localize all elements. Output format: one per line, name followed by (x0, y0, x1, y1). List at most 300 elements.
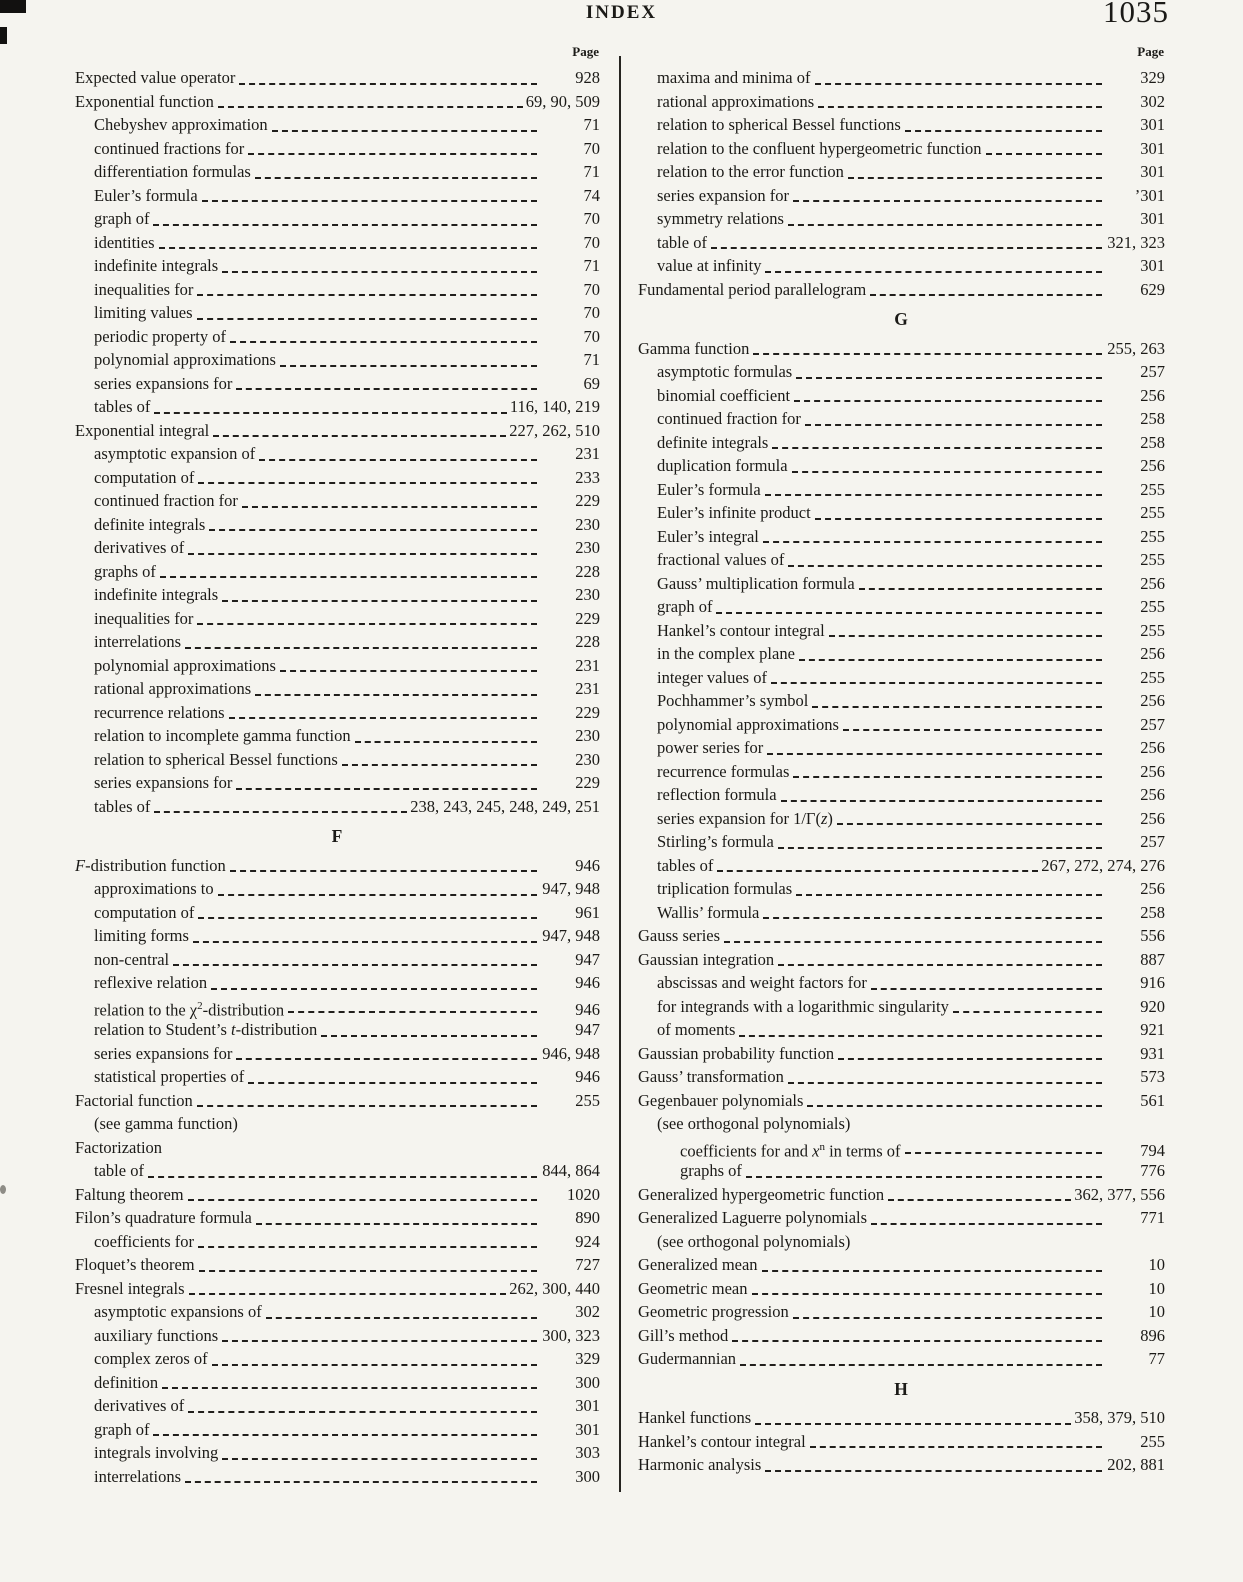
entry-pages: 920 (1140, 996, 1165, 1016)
index-entry (638, 713, 1165, 737)
dot-leader (870, 294, 1102, 296)
entry-pages: 258 (1140, 409, 1165, 428)
dot-leader (778, 847, 1102, 849)
entry-pages: 74 (583, 185, 600, 205)
entry-label: derivatives of (94, 538, 185, 557)
entry-pages: 77 (1148, 1349, 1165, 1368)
index-entry (638, 783, 1165, 807)
entry-label: recurrence relations (94, 702, 225, 722)
entry-pages: 256 (1140, 761, 1165, 781)
entry-pages: 262, 300, 440 (509, 1278, 600, 1298)
entry-label: Gauss’ transformation (638, 1067, 784, 1086)
index-entry (638, 1018, 1165, 1042)
entry-label: abscissas and weight factors for (657, 973, 867, 992)
index-entry (638, 1042, 1165, 1066)
index-entry (75, 1253, 600, 1277)
entry-label: Factorization (75, 1137, 163, 1157)
dot-leader (198, 917, 537, 919)
dot-leader (805, 424, 1102, 426)
index-entry (75, 1042, 600, 1066)
index-entry (638, 1230, 1165, 1254)
dot-leader (810, 1446, 1102, 1448)
entry-pages: 255 (575, 1090, 600, 1110)
index-entry (75, 771, 600, 795)
index-entry (638, 1136, 1165, 1160)
entry-label: interrelations (94, 632, 182, 651)
entry-label: Fundamental period parallelogram (638, 279, 867, 299)
entry-pages: 301 (1140, 138, 1165, 158)
entry-pages: 771 (1140, 1208, 1165, 1227)
entry-pages: 255 (1140, 526, 1165, 546)
entry-pages: 256 (1140, 456, 1165, 475)
dot-leader (838, 1058, 1102, 1060)
entry-pages: ’301 (1134, 185, 1165, 205)
entry-pages: 231 (575, 679, 600, 698)
index-entry (638, 689, 1165, 713)
index-entry (75, 560, 600, 584)
dot-leader (209, 529, 537, 531)
entry-pages: 231 (575, 655, 600, 675)
index-entry (75, 677, 600, 701)
index-entry (75, 877, 600, 901)
dot-leader (189, 1293, 507, 1295)
entry-pages: 255 (1140, 620, 1165, 640)
index-entry (638, 184, 1165, 208)
entry-pages: 10 (1148, 1255, 1165, 1274)
entry-label: of moments (657, 1020, 736, 1039)
index-entry (638, 337, 1165, 361)
entry-pages: 70 (583, 232, 600, 252)
index-entry (638, 454, 1165, 478)
entry-label: Euler’s formula (94, 185, 198, 205)
entry-pages: 931 (1140, 1043, 1165, 1063)
index-entry (638, 901, 1165, 925)
entry-label: non-central (94, 949, 170, 969)
entry-pages: 1020 (567, 1184, 600, 1204)
index-entry (638, 548, 1165, 572)
entry-label: tables of (94, 796, 151, 816)
index-entry (638, 254, 1165, 278)
dot-leader (154, 412, 507, 414)
dot-leader (765, 1470, 1102, 1472)
dot-leader (242, 506, 537, 508)
dot-leader (153, 224, 537, 226)
entry-pages: 229 (575, 773, 600, 792)
entry-label: asymptotic expansions of (94, 1302, 262, 1321)
entry-pages: 230 (575, 538, 600, 557)
entry-label: power series for (657, 738, 764, 757)
entry-label: approximations to (94, 879, 214, 898)
entry-label: series expansion for 1/Γ(z) (657, 808, 833, 828)
index-entry (75, 901, 600, 925)
index-entry (638, 1347, 1165, 1371)
entry-label: Euler’s infinite product (657, 503, 811, 522)
dot-leader (763, 917, 1102, 919)
entry-pages: 255 (1140, 1431, 1165, 1451)
dot-leader (199, 1270, 537, 1272)
dot-leader (239, 83, 537, 85)
dot-leader (793, 200, 1102, 202)
index-entry (75, 1394, 600, 1418)
index-entry (75, 1300, 600, 1324)
dot-leader (255, 177, 537, 179)
index-entry (75, 1183, 600, 1207)
entry-label: relation to the confluent hypergeometric function (657, 138, 982, 158)
index-entry (75, 513, 600, 537)
entry-label: Floquet’s theorem (75, 1255, 195, 1274)
entry-pages: 556 (1140, 926, 1165, 945)
dot-leader (160, 576, 537, 578)
entry-label: graph of (94, 209, 150, 228)
entry-label: triplication formulas (657, 879, 793, 898)
entry-label: Gamma function (638, 338, 750, 358)
entry-pages: 256 (1140, 808, 1165, 828)
left-column (75, 44, 600, 1488)
entry-label: series expansion for (657, 185, 789, 205)
entry-pages: 946 (575, 1000, 600, 1019)
index-entry (638, 1253, 1165, 1277)
section-letter: G (894, 309, 909, 329)
index-entry (638, 1453, 1165, 1477)
entry-label: Filon’s quadrature formula (75, 1208, 252, 1227)
entry-label: Hankel functions (638, 1408, 752, 1427)
entry-pages: 844, 864 (542, 1161, 600, 1180)
index-entry (638, 1206, 1165, 1230)
entry-pages: 256 (1140, 385, 1165, 405)
entry-label: Chebyshev approximation (94, 115, 268, 134)
dot-leader (197, 294, 537, 296)
dot-leader (222, 600, 537, 602)
entry-label: rational approximations (657, 91, 815, 111)
dot-leader (222, 271, 537, 273)
entry-pages: 69 (583, 373, 600, 393)
entry-label: relation to spherical Bessel functions (657, 115, 901, 134)
index-entry (638, 1430, 1165, 1454)
entry-label: Generalized mean (638, 1255, 758, 1274)
entry-label: Hankel’s contour integral (638, 1431, 806, 1451)
entry-pages: 961 (575, 902, 600, 922)
index-entry (75, 1018, 600, 1042)
dot-leader (248, 153, 537, 155)
entry-label: inequalities for (94, 608, 194, 628)
dot-leader (792, 471, 1102, 473)
index-entry (638, 360, 1165, 384)
entry-pages: 302 (575, 1302, 600, 1321)
entry-label: Gaussian probability function (638, 1043, 835, 1063)
index-entry (75, 254, 600, 278)
entry-pages: 69, 90, 509 (525, 91, 600, 111)
dot-leader (230, 870, 537, 872)
entry-label: limiting forms (94, 926, 189, 945)
index-entry (75, 1418, 600, 1442)
entry-pages: 362, 377, 556 (1074, 1184, 1165, 1204)
dot-leader (818, 106, 1102, 108)
index-entry (638, 231, 1165, 255)
entry-pages: 257 (1140, 832, 1165, 851)
dot-leader (771, 682, 1102, 684)
entry-label: coefficients for and $x^n$ in terms of (680, 1140, 901, 1160)
entry-pages: 301 (1140, 256, 1165, 275)
entry-label: complex zeros of (94, 1349, 208, 1368)
dot-leader (236, 1058, 537, 1060)
entry-label: series expansions for (94, 1043, 233, 1063)
entry-pages: 924 (575, 1231, 600, 1251)
dot-leader (986, 153, 1102, 155)
entry-label: Faltung theorem (75, 1184, 184, 1204)
entry-label: identities (94, 232, 155, 252)
index-entry (75, 419, 600, 443)
dot-leader (188, 1411, 537, 1413)
dot-leader (193, 941, 537, 943)
entry-pages: 301 (575, 1419, 600, 1439)
dot-leader (767, 753, 1102, 755)
entry-pages: 947 (575, 1020, 600, 1039)
index-entry (75, 1347, 600, 1371)
index-entry (638, 830, 1165, 854)
index-entry (638, 384, 1165, 408)
dot-leader (796, 894, 1102, 896)
dot-leader (213, 435, 506, 437)
dot-leader (236, 788, 537, 790)
entry-label: Gauss’ multiplication formula (657, 573, 855, 593)
dot-leader (280, 670, 537, 672)
index-entry (638, 1159, 1165, 1183)
dot-leader (732, 1340, 1102, 1342)
entry-pages: 256 (1140, 738, 1165, 757)
index-entry (638, 160, 1165, 184)
index-entry (75, 701, 600, 725)
dot-leader (153, 1434, 537, 1436)
index-entry (75, 995, 600, 1019)
dot-leader (799, 659, 1102, 661)
entry-label: integer values of (657, 667, 767, 687)
entry-pages: 71 (583, 256, 600, 275)
entry-pages: 70 (583, 138, 600, 158)
entry-label: Harmonic analysis (638, 1455, 762, 1474)
dot-leader (185, 1481, 537, 1483)
entry-label: relation to the error function (657, 162, 844, 181)
entry-label: graph of (657, 597, 713, 616)
index-entry (75, 1371, 600, 1395)
entry-pages: 561 (1140, 1090, 1165, 1110)
index-entry (75, 1112, 600, 1136)
entry-label: computation of (94, 467, 195, 487)
dot-leader (197, 318, 537, 320)
entry-label: definition (94, 1372, 159, 1392)
dot-leader (198, 1246, 537, 1248)
entry-label: polynomial approximations (94, 655, 276, 675)
dot-leader (740, 1364, 1102, 1366)
entry-pages: 629 (1140, 279, 1165, 299)
entry-label: Fresnel integrals (75, 1278, 185, 1298)
index-entry (75, 1230, 600, 1254)
entry-label: graphs of (94, 561, 156, 581)
dot-leader (793, 1317, 1102, 1319)
index-entry (638, 1183, 1165, 1207)
index-entry (75, 395, 600, 419)
index-entry (75, 348, 600, 372)
entry-pages: 255 (1140, 550, 1165, 569)
dot-leader (794, 400, 1102, 402)
entry-label: asymptotic formulas (657, 362, 793, 381)
index-entry (75, 442, 600, 466)
entry-label: Exponential integral (75, 420, 210, 440)
entry-pages: 116, 140, 219 (509, 397, 600, 416)
dot-leader (753, 353, 1102, 355)
entry-pages: 228 (575, 561, 600, 581)
entry-pages: 256 (1140, 573, 1165, 593)
index-entry (75, 1441, 600, 1465)
entry-label: Gaussian integration (638, 949, 775, 969)
index-entry (75, 748, 600, 772)
entry-label: integrals involving (94, 1443, 219, 1462)
index-entry (638, 66, 1165, 90)
entry-pages: 256 (1140, 691, 1165, 710)
index-entry (75, 607, 600, 631)
entry-label: coefficients for (94, 1231, 195, 1251)
index-entry (75, 466, 600, 490)
entry-pages: 301 (575, 1396, 600, 1415)
section-letter: H (894, 1378, 909, 1399)
entry-pages: 257 (1140, 714, 1165, 734)
dot-leader (765, 494, 1102, 496)
entry-pages: 329 (575, 1349, 600, 1368)
dot-leader (755, 1423, 1071, 1425)
entry-pages: 794 (1140, 1141, 1165, 1160)
entry-pages: 71 (583, 162, 600, 181)
dot-leader (197, 1105, 537, 1107)
entry-label: Pochhammer’s symbol (657, 691, 809, 710)
entry-pages: 70 (583, 326, 600, 346)
dot-leader (716, 612, 1102, 614)
dot-leader (765, 271, 1102, 273)
entry-label: graph of (94, 1419, 150, 1439)
dot-leader (788, 224, 1102, 226)
dot-leader (222, 1458, 537, 1460)
dot-leader (829, 635, 1102, 637)
index-entry (75, 372, 600, 396)
entry-label: continued fractions for (94, 138, 245, 158)
dot-leader (266, 1317, 537, 1319)
entry-label: Expected value operator (75, 68, 236, 87)
index-entry (638, 1300, 1165, 1324)
entry-label: computation of (94, 902, 195, 922)
entry-pages: 229 (575, 702, 600, 722)
index-entry (638, 760, 1165, 784)
index-entry (75, 1136, 600, 1160)
entry-label: Wallis’ formula (657, 902, 760, 922)
entry-pages: 301 (1140, 162, 1165, 181)
index-entry (638, 207, 1165, 231)
entry-pages: 267, 272, 274, 276 (1041, 855, 1165, 875)
entry-label: symmetry relations (657, 209, 784, 228)
index-entry (638, 478, 1165, 502)
dot-leader (211, 988, 537, 990)
dot-leader (953, 1011, 1102, 1013)
entry-pages: 230 (575, 514, 600, 534)
entry-label: limiting values (94, 303, 193, 322)
entry-pages: 255, 263 (1107, 338, 1165, 358)
dot-leader (198, 482, 537, 484)
dot-leader (256, 1223, 537, 1225)
entry-pages: 256 (1140, 644, 1165, 663)
entry-label: relation to incomplete gamma function (94, 726, 351, 745)
index-entry (638, 1112, 1165, 1136)
page-number: 1035 (1103, 0, 1169, 29)
dot-leader (788, 565, 1102, 567)
page-column-label: Page (572, 44, 599, 59)
entry-label: graphs of (680, 1161, 742, 1180)
index-entry (75, 1089, 600, 1113)
entry-label: Gudermannian (638, 1349, 737, 1368)
index-entry (75, 630, 600, 654)
index-entry (638, 642, 1165, 666)
dot-leader (793, 776, 1102, 778)
dot-leader (815, 518, 1102, 520)
dot-leader (248, 1082, 537, 1084)
entry-label: series expansions for (94, 373, 233, 393)
index-entry (638, 1324, 1165, 1348)
entry-pages: 946 (575, 973, 600, 992)
entry-label: definite integrals (94, 514, 206, 534)
entry-pages: 573 (1140, 1067, 1165, 1086)
entry-pages: 256 (1140, 879, 1165, 898)
entry-pages: 233 (575, 467, 600, 487)
entry-label: for integrands with a logarithmic singularity (657, 996, 949, 1016)
dot-leader (888, 1199, 1071, 1201)
entry-label: maxima and minima of (657, 68, 811, 87)
entry-label: relation to Student’s t-distribution (94, 1020, 318, 1039)
entry-pages: 258 (1140, 432, 1165, 452)
entry-pages: 947, 948 (542, 926, 600, 945)
dot-leader (197, 623, 537, 625)
index-entry (75, 184, 600, 208)
dot-leader (218, 106, 523, 108)
entry-label: (see orthogonal polynomials) (657, 1231, 851, 1251)
entry-pages: 329 (1140, 68, 1165, 87)
entry-label: derivatives of (94, 1396, 185, 1415)
entry-pages: 70 (583, 303, 600, 322)
entry-pages: 70 (583, 209, 600, 228)
dot-leader (746, 1176, 1102, 1178)
scan-artifact (0, 27, 7, 44)
dot-leader (288, 1011, 537, 1013)
entry-label: binomial coefficient (657, 385, 791, 405)
dot-leader (812, 706, 1102, 708)
entry-pages: 255 (1140, 597, 1165, 616)
index-entry (638, 595, 1165, 619)
dot-leader (185, 647, 537, 649)
dot-leader (762, 1270, 1102, 1272)
entry-pages: 227, 262, 510 (509, 420, 600, 440)
index-entry (75, 113, 600, 137)
index-entry (75, 583, 600, 607)
dot-leader (173, 964, 537, 966)
dot-leader (724, 941, 1102, 943)
dot-leader (752, 1293, 1103, 1295)
index-entry (638, 501, 1165, 525)
dot-leader (321, 1035, 537, 1037)
dot-leader (148, 1176, 537, 1178)
index-entry (638, 666, 1165, 690)
index-entry (75, 160, 600, 184)
dot-leader (763, 541, 1102, 543)
dot-leader (796, 377, 1102, 379)
entry-pages: 928 (575, 68, 600, 87)
column-gutter (600, 44, 638, 1488)
entry-pages: 890 (575, 1208, 600, 1227)
index-entry (75, 489, 600, 513)
